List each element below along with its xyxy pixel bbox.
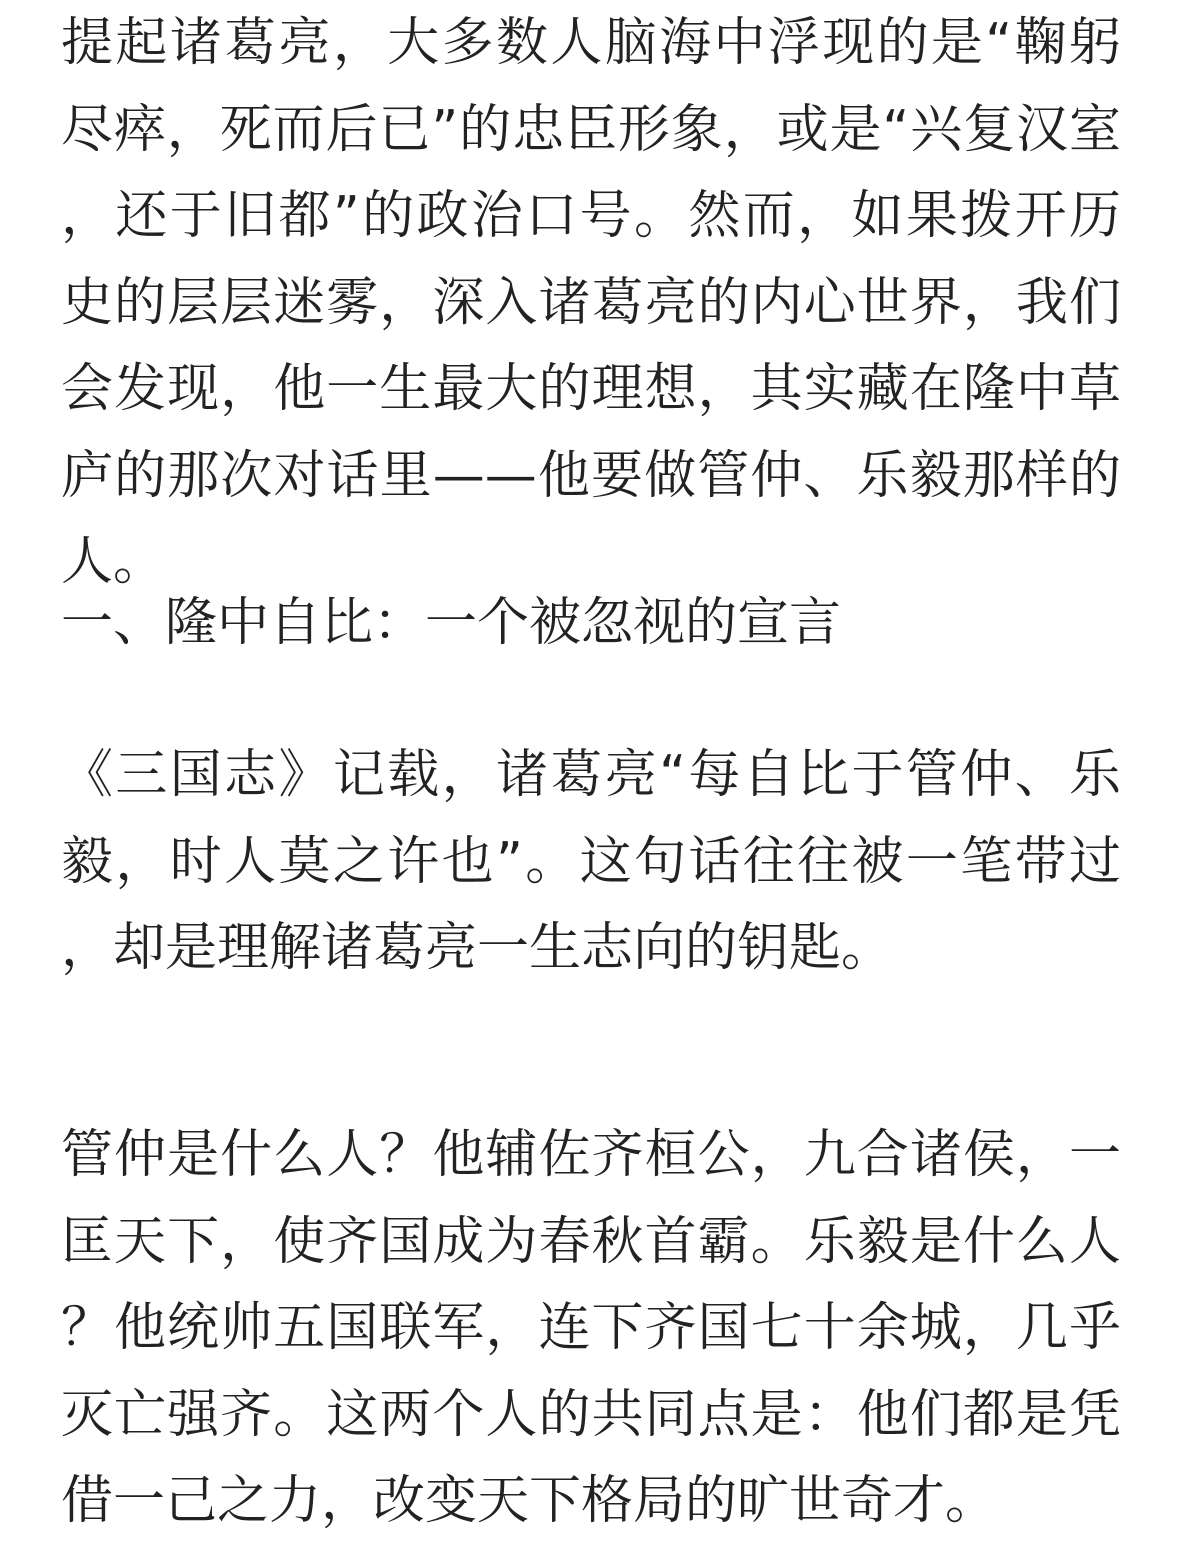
intro-paragraph: 提起诸葛亮，大多数人脑海中浮现的是“鞠躬尽瘁，死而后已”的忠臣形象，或是“兴复汉室，还于旧都”的政治口号。然而，如果拨开历史的层层迷雾，深入诸葛亮的内心世界，我们会发现，他一生最大的理想，其实藏在隆中草庐的那次对话里——他要做管仲、乐毅那样的人。 (61, 13, 1121, 592)
section-heading: 一、隆中自比：一个被忽视的宣言 (61, 593, 842, 653)
paragraph-guanzhong-leyi: 管仲是什么人？他辅佐齐桓公，九合诸侯，一匡天下，使齐国成为春秋首霸。乐毅是什么人？他统帅五国联军，连下齐国七十余城，几乎灭亡强齐。这两个人的共同点是：他们都是凭借一己之力，改变天下格局的旷世奇才。 (61, 1125, 1121, 1531)
paragraph-sanguozhi: 《三国志》记载，诸葛亮“每自比于管仲、乐毅，时人莫之许也”。这句话往往被一笔带过，却是理解诸葛亮一生志向的钥匙。 (61, 745, 1121, 978)
